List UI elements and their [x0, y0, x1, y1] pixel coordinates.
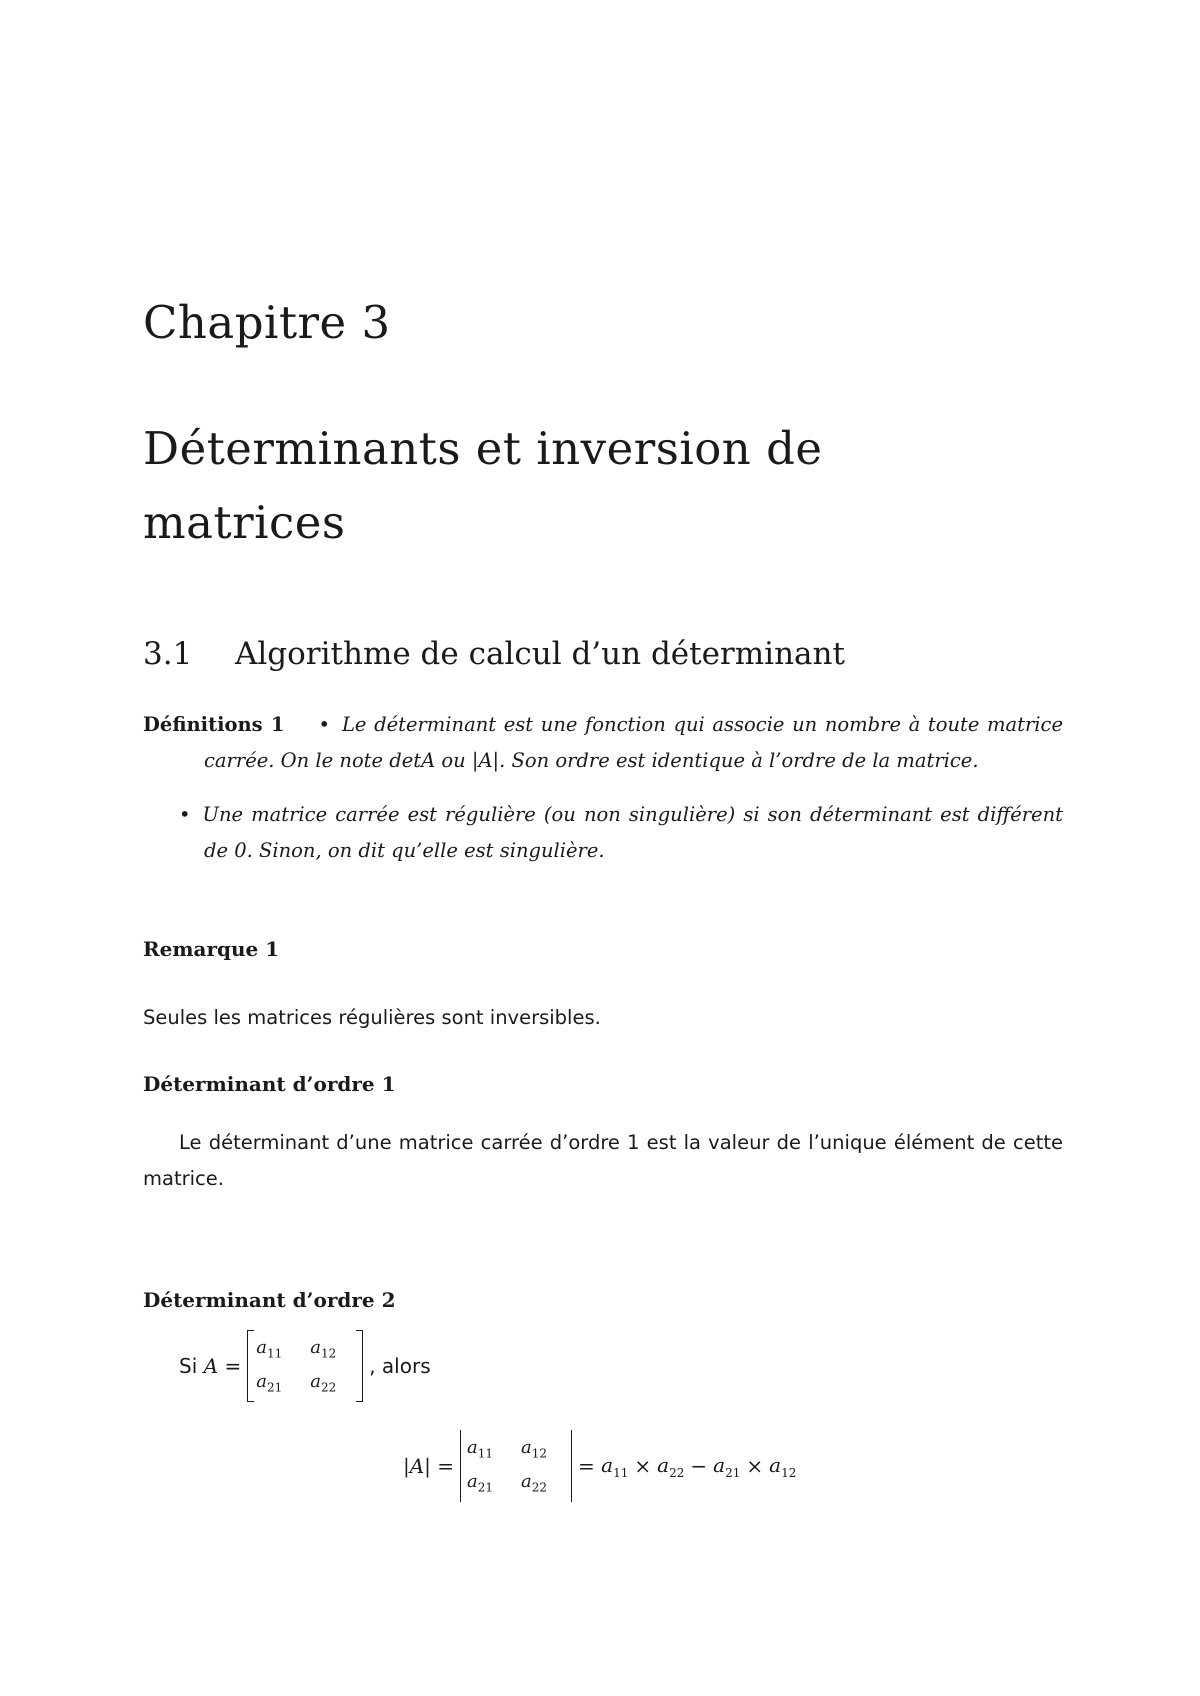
equals-sign: =: [578, 1454, 595, 1478]
right-bar: [567, 1430, 572, 1502]
document-page: [143, 0, 1063, 1696]
equals-sign: =: [437, 1454, 455, 1478]
order1-heading: Déterminant d’ordre 1: [143, 1072, 396, 1096]
order2-heading: Déterminant d’ordre 2: [143, 1288, 396, 1312]
definition-text-2: Une matrice carrée est régulière (ou non singulière) si son déterminant est différent de 0. Sinon, on dit qu’elle est singulière.: [202, 803, 1063, 862]
bullet-icon: •: [318, 713, 330, 736]
definition-item-1: [143, 707, 1063, 779]
right-bracket: [356, 1330, 363, 1402]
si-word: Si: [179, 1354, 198, 1378]
equals-sign: =: [224, 1354, 242, 1378]
matrix-A: $a_{11}$ $a_{12}$ $a_{21}$ $a_{22}$: [247, 1330, 363, 1402]
left-bracket: [247, 1330, 254, 1402]
definitions-block: [143, 707, 1063, 869]
definition-item-2: [143, 797, 1063, 869]
chapter-title: Déterminants et inversion de matrices: [143, 422, 823, 549]
section-heading: [143, 636, 845, 672]
chapter-label: Chapitre 3: [143, 296, 391, 349]
determinant-formula: |A| = $a_{11}$ $a_{12}$ $a_{21}$ $a_{22}$ = $a_{11}$ × $a_{22}$ − $a_{21}$ × $a_{12}$: [403, 1430, 796, 1502]
determinant-matrix: $a_{11}$ $a_{12}$ $a_{21}$ $a_{22}$: [460, 1430, 572, 1502]
definitions-heading: Définitions 1: [143, 713, 285, 736]
alors-word: , alors: [369, 1354, 431, 1378]
bullet-icon: •: [179, 803, 191, 826]
times-sign: ×: [746, 1454, 764, 1478]
definition-text-1: Le déterminant est une fonction qui associe un nombre à toute matrice carrée. On le note detA ou |A|. Son ordre est identique à l’ordre de la matrice.: [204, 713, 1063, 772]
remark-text: Seules les matrices régulières sont inversibles.: [143, 1006, 601, 1029]
matrix-symbol: A: [203, 1354, 219, 1378]
section-number: 3.1: [143, 636, 193, 672]
matrix-definition-line: [179, 1330, 431, 1402]
minus-sign: −: [690, 1454, 708, 1478]
order1-text: Le déterminant d’une matrice carrée d’ordre 1 est la valeur de l’unique élément de cette matrice.: [143, 1131, 1063, 1190]
remark-heading: Remarque 1: [143, 937, 280, 961]
times-sign: ×: [634, 1454, 652, 1478]
det-symbol: |A|: [403, 1454, 431, 1478]
section-title: Algorithme de calcul d’un déterminant: [235, 636, 845, 672]
